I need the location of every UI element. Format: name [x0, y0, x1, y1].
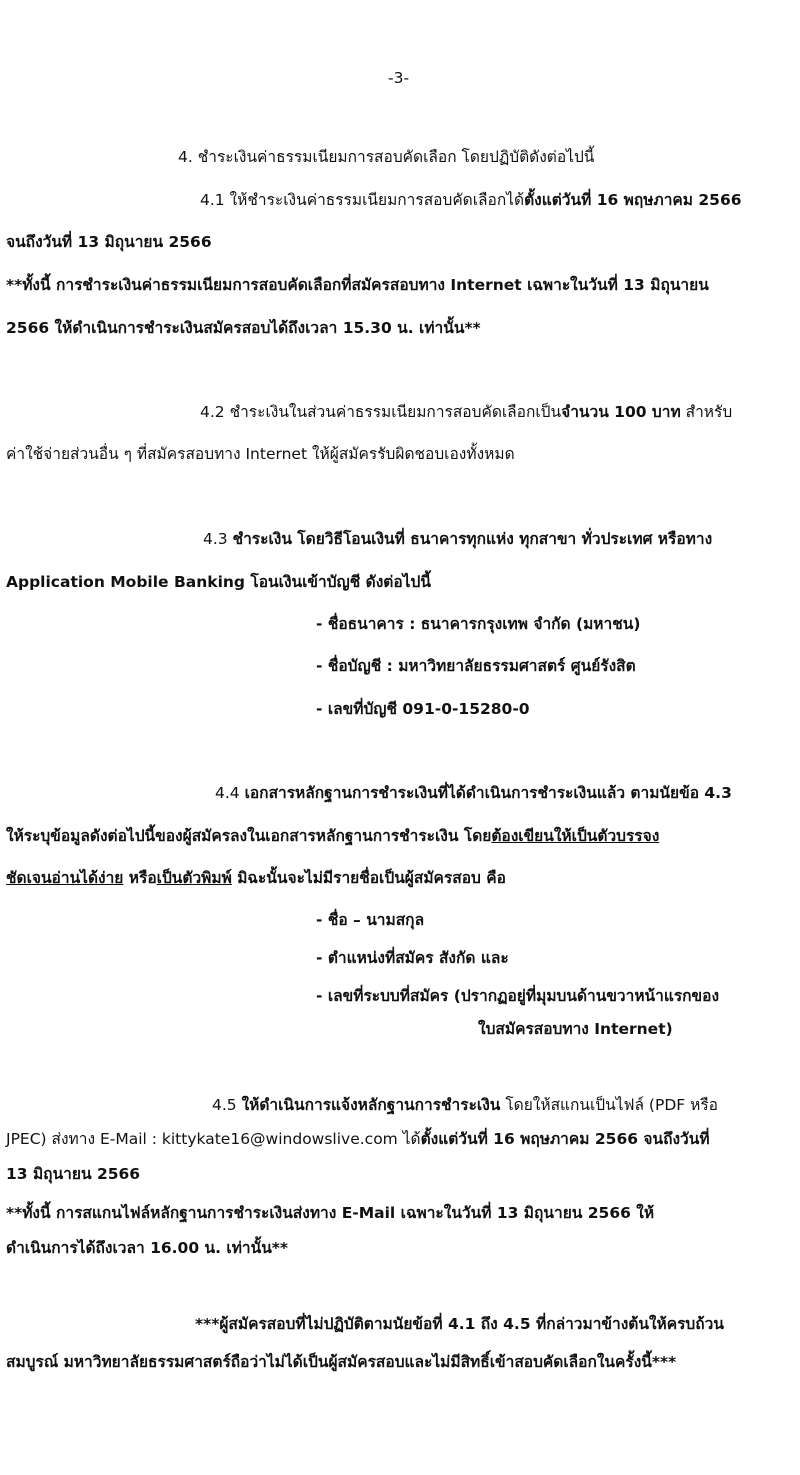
item-4-5-note-line1: **ทั้งนี้ การสแกนไฟล์หลักฐานการชำระเงินส่งทาง E-Mail เฉพาะในวันที่ 13 มิถุนายน 2566 ให้ — [6, 1204, 655, 1222]
item-4-5-email: JPEC) ส่งทาง E-Mail : kittykate16@windowslive.com ได้ — [6, 1130, 421, 1148]
item-4-5-line3 — [6, 1162, 140, 1186]
item-4-1-start-date: ตั้งแต่วันที่ 16 พฤษภาคม 2566 — [524, 191, 742, 209]
list-item-system-number: - เลขที่ระบบที่สมัคร (ปรากฏอยู่ที่มุมบนด้านขวาหน้าแรกของ — [316, 987, 720, 1005]
item-4-4-or: หรือ — [123, 869, 157, 887]
item-4-4-handwriting-note: ต้องเขียนให้เป็นตัวบรรจง — [491, 827, 660, 845]
item-4-3-line1 — [203, 527, 712, 551]
item-4-2-line2: ค่าใช้จ่ายส่วนอื่น ๆ ที่สมัครสอบทาง Internet ให้ผู้สมัครรับผิดชอบเองทั้งหมด — [6, 445, 515, 463]
item-4-4-instruction: ให้ระบุข้อมูลดังต่อไปนี้ของผู้สมัครลงในเอกสารหลักฐานการชำระเงิน โดย — [6, 827, 492, 845]
item-4-3-method: ชำระเงิน โดยวิธีโอนเงินที่ ธนาคารทุกแห่ง ทุกสาขา ทั่วประเทศ หรือทาง — [232, 530, 713, 548]
item-4-2-line1 — [200, 400, 732, 424]
account-name: - ชื่อบัญชี : มหาวิทยาลัยธรรมศาสตร์ ศูนย์รังสิต — [316, 657, 636, 675]
item-4-3-mobile-banking: Application Mobile Banking โอนเงินเข้าบัญชี ดังต่อไปนี้ — [6, 573, 431, 591]
item-4-2-text: 4.2 ชำระเงินในส่วนค่าธรรมเนียมการสอบคัดเลือกเป็น — [200, 403, 562, 421]
item-4-5-note-line2: ดำเนินการได้ถึงเวลา 16.00 น. เท่านั้น** — [6, 1239, 289, 1257]
item-4-4-line1 — [215, 781, 732, 805]
item-4-5-end-date: 13 มิถุนายน 2566 — [6, 1165, 141, 1183]
item-4-1-note-line1: **ทั้งนี้ การชำระเงินค่าธรรมเนียมการสอบคัดเลือกที่สมัครสอบทาง Internet เฉพาะในวันที่ 13 มิถุนายน — [6, 276, 709, 294]
list-item-position: - ตำแหน่งที่สมัคร สังกัด และ — [316, 949, 509, 967]
item-4-5-start-date: ตั้งแต่วันที่ 16 พฤษภาคม 2566 จนถึงวันที่ — [420, 1130, 710, 1148]
item-4-5-number: 4.5 — [212, 1096, 242, 1114]
closing-line1: ***ผู้สมัครสอบที่ไม่ปฏิบัติตามนัยข้อที่ 4.1 ถึง 4.5 ที่กล่าวมาข้างต้นให้ครบถ้วน — [195, 1315, 724, 1333]
bank-name: - ชื่อธนาคาร : ธนาคารกรุงเทพ จำกัด (มหาชน) — [316, 615, 641, 633]
item-4-3-number: 4.3 — [203, 530, 233, 548]
item-4-3-line2 — [6, 570, 431, 594]
item-4-5-title: ให้ดำเนินการแจ้งหลักฐานการชำระเงิน — [241, 1096, 501, 1114]
list-item-continuation: ใบสมัครสอบทาง Internet) — [478, 1020, 673, 1038]
item-4-4-warning: มิฉะนั้นจะไม่มีรายชื่อเป็นผู้สมัครสอบ คือ — [231, 869, 506, 887]
item-4-4-line3 — [6, 866, 506, 890]
item-4-1-note-line2: 2566 ให้ดำเนินการชำระเงินสมัครสอบได้ถึงเวลา 15.30 น. เท่านั้น** — [6, 319, 481, 337]
closing-line2: สมบูรณ์ มหาวิทยาลัยธรรมศาสตร์ถือว่าไม่ได้เป็นผู้สมัครสอบและไม่มีสิทธิ์เข้าสอบคัดเลือกในครั้งนี้*** — [6, 1353, 677, 1371]
item-4-4-title: เอกสารหลักฐานการชำระเงินที่ได้ดำเนินการชำระเงินแล้ว ตามนัยข้อ 4.3 — [244, 784, 732, 802]
item-4-5-scan-note: โดยให้สแกนเป็นไฟล์ (PDF หรือ — [500, 1096, 718, 1114]
item-4-5-line2 — [6, 1127, 710, 1151]
item-4-1-end-date: จนถึงวันที่ 13 มิถุนายน 2566 — [6, 233, 212, 251]
item-4-4-number: 4.4 — [215, 784, 245, 802]
item-4-5-line1 — [212, 1093, 718, 1117]
item-4-4-typed-note: เป็นตัวพิมพ์ — [156, 869, 232, 887]
page-number: -3- — [388, 69, 410, 87]
account-number: - เลขที่บัญชี 091-0-15280-0 — [316, 700, 530, 718]
item-4-2-amount: จำนวน 100 บาท — [561, 403, 681, 421]
list-item-name: - ชื่อ – นามสกุล — [316, 911, 425, 929]
item-4-1-line2 — [6, 230, 212, 254]
section-4-heading: 4. ชำระเงินค่าธรรมเนียมการสอบคัดเลือก โดยปฏิบัติดังต่อไปนี้ — [178, 148, 595, 166]
item-4-4-line2 — [6, 824, 659, 848]
item-4-1-text: 4.1 ให้ชำระเงินค่าธรรมเนียมการสอบคัดเลือกได้ — [200, 191, 525, 209]
item-4-4-legible-note: ชัดเจนอ่านได้ง่าย — [6, 869, 124, 887]
item-4-1-line1 — [200, 188, 742, 212]
item-4-2-suffix: สำหรับ — [680, 403, 733, 421]
